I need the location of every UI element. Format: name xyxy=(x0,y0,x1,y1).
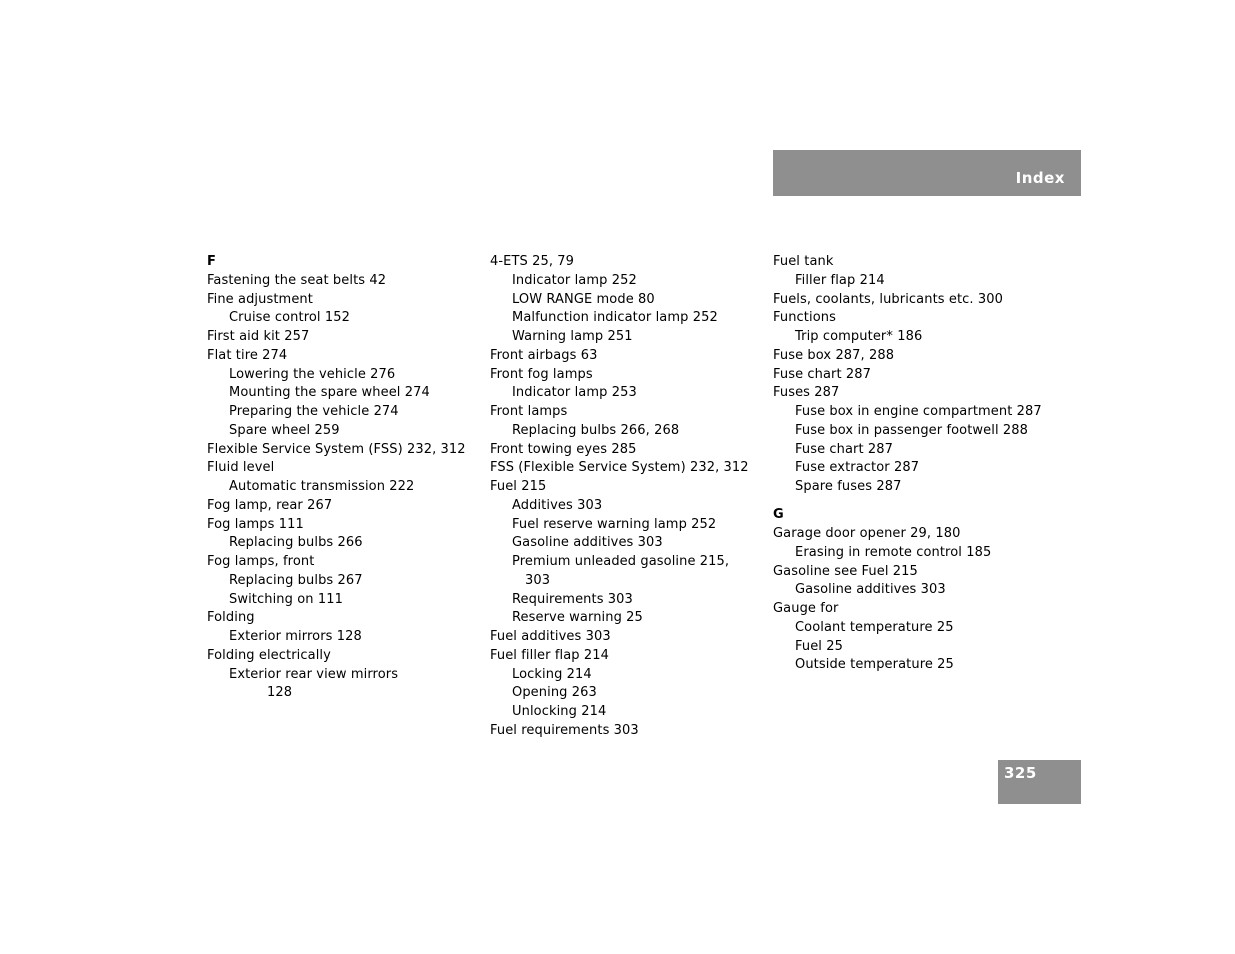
index-entry: Fuels, coolants, lubricants etc. 300 xyxy=(773,291,1003,307)
section-spacer xyxy=(773,497,1063,507)
index-subentry: Fuse extractor 287 xyxy=(795,460,920,476)
index-entry: First aid kit 257 xyxy=(207,329,310,344)
index-subentry: Locking 214 xyxy=(512,666,592,682)
index-entry: Fine adjustment xyxy=(207,291,313,307)
index-subentry: Fuse box in passenger footwell 288 xyxy=(795,422,1029,438)
index-subentry: Additives 303 xyxy=(512,497,603,513)
index-entry: Fog lamps 111 xyxy=(207,516,304,532)
index-entry: Front airbags 63 xyxy=(490,347,598,363)
index-entry: Front lamps xyxy=(490,404,568,419)
index-subentry: Replacing bulbs 267 xyxy=(229,572,363,588)
index-subentry: Exterior rear view mirrors xyxy=(229,666,399,682)
page-number-box xyxy=(998,760,1081,804)
index-entry: Fuses 287 xyxy=(773,385,840,401)
index-subentry: Mounting the spare wheel 274 xyxy=(229,385,430,401)
index-column-1 xyxy=(207,253,482,703)
index-subentry: Warning lamp 251 xyxy=(512,329,633,344)
index-subentry: Filler flap 214 xyxy=(795,272,885,288)
index-entry: Gauge for xyxy=(773,601,839,616)
index-subentry: Replacing bulbs 266, 268 xyxy=(512,422,680,438)
index-subentry: Fuse chart 287 xyxy=(795,441,894,457)
index-subentry: Gasoline additives 303 xyxy=(512,535,663,551)
index-entry-continuation: 128 xyxy=(267,685,293,701)
index-subentry: Trip computer* 186 xyxy=(795,329,923,344)
index-entry: Garage door opener 29, 180 xyxy=(773,526,961,541)
index-subentry: Premium unleaded gasoline 215, xyxy=(512,554,730,569)
index-entry: Fuel additives 303 xyxy=(490,629,611,644)
index-subentry: LOW RANGE mode 80 xyxy=(512,291,655,307)
index-entry: Fluid level xyxy=(207,460,275,476)
index-entry: FSS (Flexible Service System) 232, 312 xyxy=(490,460,749,476)
index-entry: Fuse chart 287 xyxy=(773,366,872,382)
index-entry: Flexible Service System (FSS) 232, 312 xyxy=(207,441,466,457)
index-subentry: Outside temperature 25 xyxy=(795,657,954,673)
index-subentry: Fuel reserve warning lamp 252 xyxy=(512,516,717,532)
index-subentry: Coolant temperature 25 xyxy=(795,619,954,635)
index-entry: Folding xyxy=(207,610,255,626)
section-letter: F xyxy=(207,254,216,269)
index-subentry: Automatic transmission 222 xyxy=(229,479,415,494)
index-entry-continuation: 303 xyxy=(525,572,551,588)
index-subentry: Reserve warning 25 xyxy=(512,610,643,626)
index-column-3 xyxy=(773,253,1063,675)
index-entry: Gasoline see Fuel 215 xyxy=(773,563,918,579)
index-entry: Functions xyxy=(773,310,836,326)
index-subentry: Switching on 111 xyxy=(229,591,343,607)
index-entry: Fastening the seat belts 42 xyxy=(207,272,387,288)
index-subentry: Erasing in remote control 185 xyxy=(795,544,992,560)
index-subentry: Exterior mirrors 128 xyxy=(229,629,362,644)
index-subentry: Unlocking 214 xyxy=(512,704,607,719)
index-subentry: Opening 263 xyxy=(512,685,597,701)
page-number: 325 xyxy=(1004,764,1037,782)
index-subentry: Gasoline additives 303 xyxy=(795,582,946,598)
index-entry: Front fog lamps xyxy=(490,366,593,382)
section-letter: G xyxy=(773,507,784,523)
index-subentry: Cruise control 152 xyxy=(229,310,350,326)
index-entry: 4-ETS 25, 79 xyxy=(490,254,575,269)
index-column-2 xyxy=(490,253,765,741)
index-subentry: Fuel 25 xyxy=(795,638,843,654)
index-subentry: Spare fuses 287 xyxy=(795,479,902,494)
index-entry: Folding electrically xyxy=(207,647,331,663)
index-header-bar xyxy=(773,150,1081,196)
index-subentry: Indicator lamp 253 xyxy=(512,385,637,401)
index-subentry: Indicator lamp 252 xyxy=(512,272,637,288)
index-subentry: Malfunction indicator lamp 252 xyxy=(512,310,718,326)
index-entry: Fog lamp, rear 267 xyxy=(207,497,333,513)
index-subentry: Fuse box in engine compartment 287 xyxy=(795,404,1042,419)
index-subentry: Spare wheel 259 xyxy=(229,422,340,438)
index-entry: Fuel requirements 303 xyxy=(490,722,639,738)
index-entry: Fuel 215 xyxy=(490,479,547,494)
index-entry: Fuel tank xyxy=(773,254,834,269)
page-title: Index xyxy=(1015,169,1065,187)
index-subentry: Preparing the vehicle 274 xyxy=(229,404,399,419)
index-entry: Front towing eyes 285 xyxy=(490,441,637,457)
index-entry: Fuse box 287, 288 xyxy=(773,347,895,363)
index-entry: Flat tire 274 xyxy=(207,347,288,363)
index-entry: Fog lamps, front xyxy=(207,554,315,569)
index-subentry: Lowering the vehicle 276 xyxy=(229,366,396,382)
index-entry: Fuel filler flap 214 xyxy=(490,647,609,663)
index-subentry: Requirements 303 xyxy=(512,591,633,607)
index-subentry: Replacing bulbs 266 xyxy=(229,535,363,551)
